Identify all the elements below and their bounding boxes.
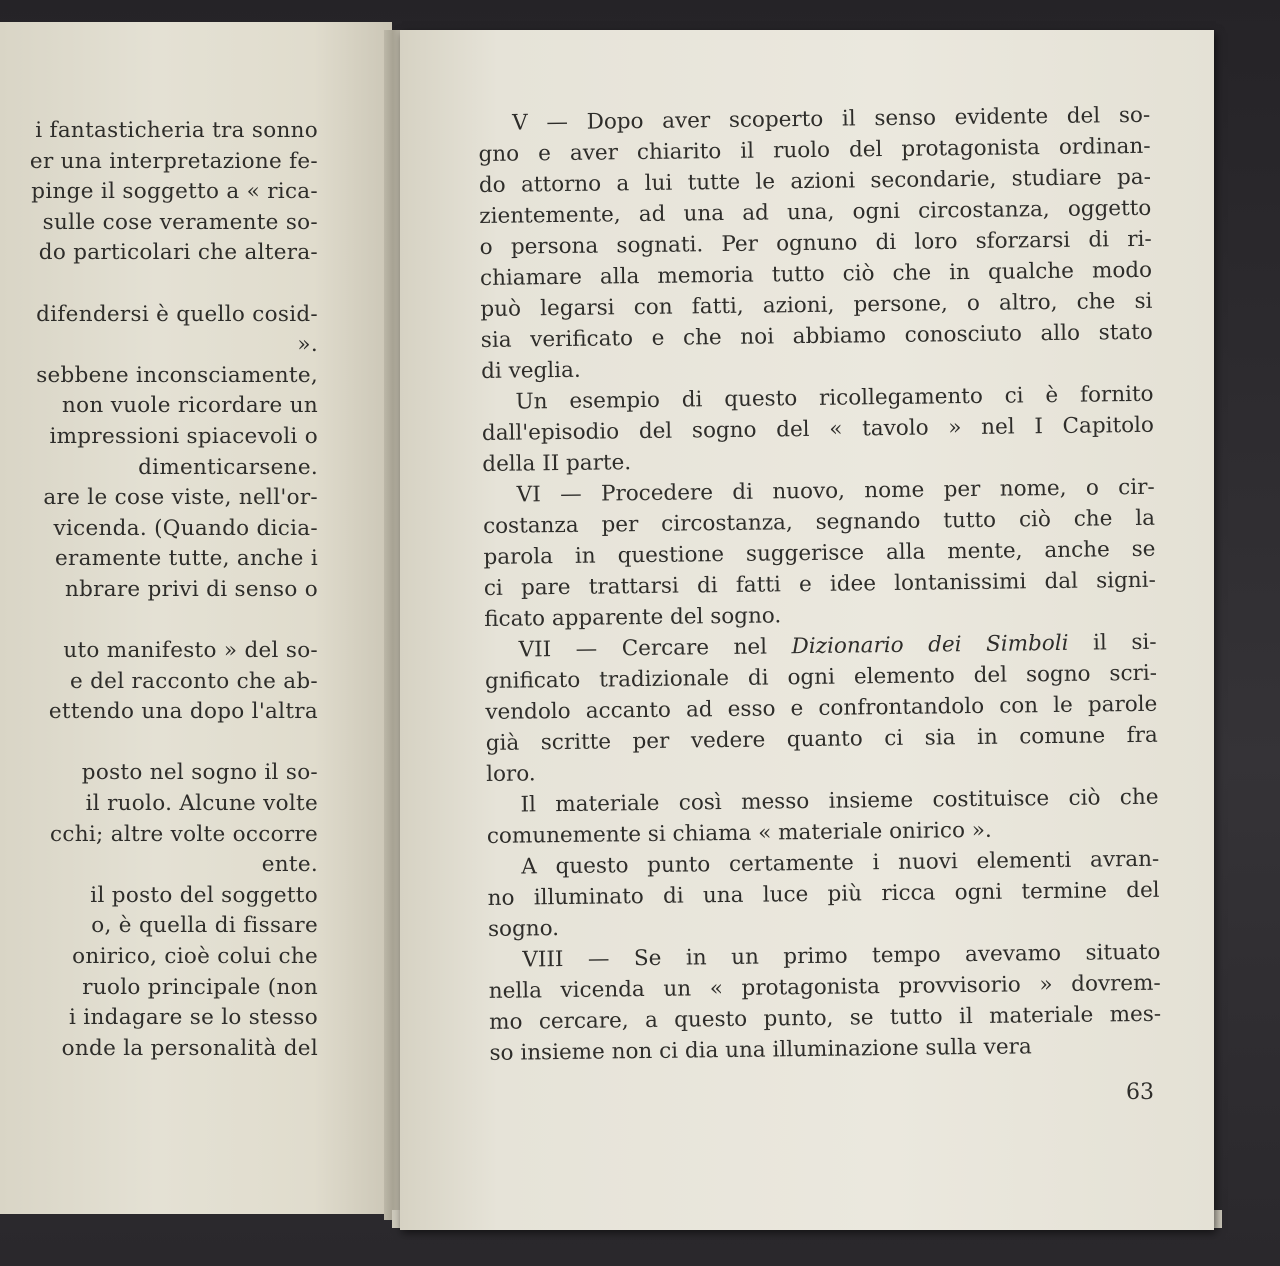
left-page-line: o, è quella di fissare [91,913,318,939]
paragraph [483,472,1157,635]
paragraph [488,937,1161,1069]
paragraph [484,627,1158,790]
text-line: della II parte. [482,450,632,477]
left-page-line: dimenticarsene. [138,454,318,480]
text-line: VI — Procedere di nuovo, nome per nome, o cir- [516,474,1155,508]
paragraph [478,100,1153,387]
text-line: zientemente, ad una ad una, ogni circostanza, oggetto [479,195,1152,229]
text-line: comunemente si chiama « materiale onirico ». [486,817,992,849]
left-page-line: pinge il soggetto a « rica- [31,179,318,205]
text-line: A questo punto certamente i nuovi elementi avran- [521,846,1160,880]
text-line: sogno. [487,916,560,942]
left-page-line: ettendo una dopo l'altra [48,699,318,725]
text-line: costanza per circostanza, segnando tutto ciò che la [482,505,1156,539]
text-line: ci pare trattarsi di fatti e idee lontanissimi dal signi- [483,567,1156,601]
text-line: no illuminato di una luce più ricca ogni termine del [487,877,1160,911]
text-line: può legarsi con fatti, azioni, persone, o altro, che si [480,288,1153,322]
left-page-line: do particolari che altera- [38,240,318,266]
left-page-line: are le cose viste, nell'or- [43,485,318,511]
text-line: vendolo accanto ad esso e confrontandolo con le parole [485,691,1158,725]
left-page-line: impressioni spiacevoli o [49,423,318,449]
text-line: Il materiale così messo insieme costituisce ciò che [520,784,1159,818]
text-line: VII — Cercare nel Dizionario dei Simboli il si- [518,629,1157,663]
left-page-line: ente. [261,852,318,878]
left-page-line: ruolo principale (non [82,974,318,1000]
left-page-line [0,269,318,300]
left-page-line: onde la personalità del [61,1035,318,1061]
right-page-text [478,100,1162,1069]
left-page-line: sebbene inconsciamente, [36,362,318,388]
text-line: chiamare alla memoria tutto ciò che in qualche modo [479,257,1153,291]
text-line: dall'episodio del sogno del « tavolo » nel I Capitolo [481,412,1155,446]
text-line: VIII — Se in un primo tempo avevamo situato [522,939,1161,973]
left-page-text [0,116,318,1064]
text-line: ficato apparente del sogno. [484,603,782,632]
text-line: V — Dopo aver scoperto il senso evidente del so- [512,102,1151,136]
text-line: loro. [485,761,536,787]
left-page-line: posto nel sogno il so- [81,760,318,786]
text-line: di veglia. [481,357,581,384]
text-line: o persona sognati. Per ognuno di loro sforzarsi di ri- [479,226,1152,260]
text-line: nella vicenda un « protagonista provvisorio » dovrem- [488,970,1161,1004]
left-page-line: i indagare se lo stesso [69,1005,318,1031]
left-page-line: ». [297,332,318,358]
paragraph [487,844,1160,945]
left-page-line: il posto del soggetto [90,882,318,908]
left-page-line: er una interpretazione fe- [29,148,318,174]
left-page-line: onirico, cioè colui che [72,944,318,970]
text-line: parola in questione suggerisce alla mente, anche se [483,536,1156,570]
paragraph [486,782,1159,852]
text-line: sia verificato e che noi abbiamo conosciuto allo stato [480,319,1153,353]
text-line: già scritte per vedere quanto ci sia in comune fra [485,722,1158,756]
text-line: so insieme non ci dia una illuminazione sulla vera [489,1034,1032,1066]
text-line: do attorno a lui tutte le azioni secondarie, studiare pa- [478,164,1152,198]
page-number: 63 [1126,1080,1154,1105]
left-page-line: uto manifesto » del so- [63,638,318,664]
left-page-line: sulle cose veramente so- [42,209,318,235]
left-page-line: il ruolo. Alcune volte [85,791,318,817]
left-page-line: cchi; altre volte occorre [50,821,318,847]
left-page-line: vicenda. (Quando dicia- [53,515,318,541]
left-page-line: eramente tutte, anche i [54,546,318,572]
paragraph [481,379,1154,480]
left-page-line: i fantasticheria tra sonno [35,118,318,143]
text-line: Un esempio di questo ricollegamento ci è fornito [515,381,1154,415]
left-page-line: e del racconto che ab- [69,668,318,694]
left-page-line: difendersi è quello cosid- [36,301,318,327]
text-line: gno e aver chiarito il ruolo del protagonista ordinan- [478,133,1151,167]
text-line: mo cercare, a questo punto, se tutto il materiale mes- [489,1001,1162,1035]
left-page-line: non vuole ricordare un [62,393,318,419]
text-line: gnificato tradizionale di ogni elemento del sogno scri- [484,660,1158,694]
left-page-line [0,728,318,759]
left-page-line: nbrare privi di senso o [64,576,318,602]
left-page-line [0,606,318,637]
